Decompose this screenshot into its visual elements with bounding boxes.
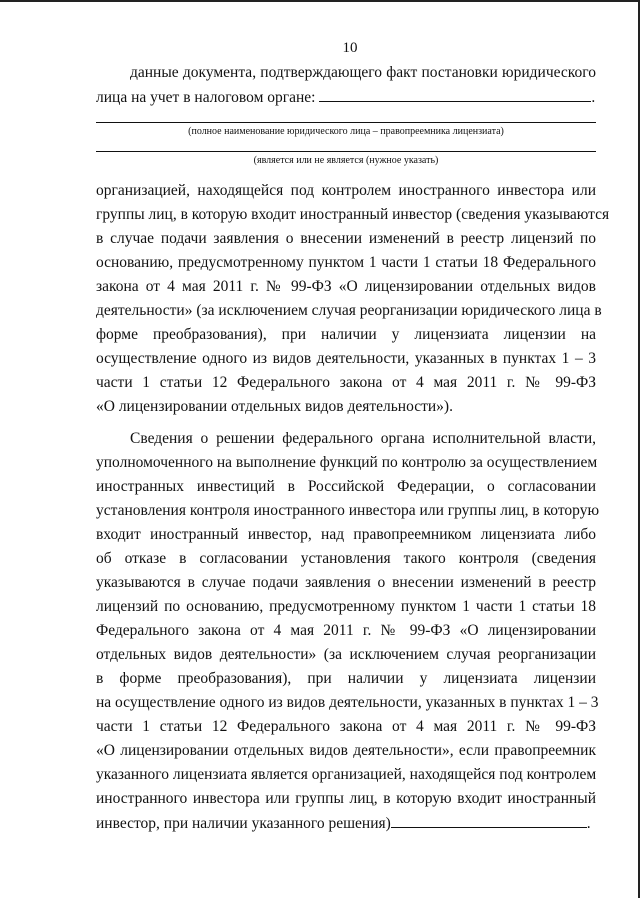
p2-line: «О лицензировании отдельных видов деятельности», если правопреемник xyxy=(96,742,596,759)
p2-line: отдельных видов деятельности» (за исключением случая реорганизации xyxy=(96,646,596,663)
p2-line: лицензий по основанию, предусмотренному пунктом 1 части 1 статьи 18 xyxy=(96,598,596,615)
p2-final-end: . xyxy=(586,815,591,832)
intro-line-2 xyxy=(96,87,596,108)
p2-line: иностранного инвестора или группы лиц, в которую входит иностранный xyxy=(96,790,596,807)
p2-line: входит иностранный инвестор, над правопреемником лицензиата либо xyxy=(96,526,596,543)
p2-final-text: инвестор, при наличии указанного решения) xyxy=(96,815,391,832)
intro-line-2-text: лица на учет в налоговом органе: xyxy=(96,89,316,106)
successor-name-caption: (полное наименование юридического лица – правопреемника лицензиата) xyxy=(188,126,504,137)
p1-line: «О лицензировании отдельных видов деятельности»). xyxy=(96,398,453,415)
p1-line: деятельности» (за исключением случая реорганизации юридического лица в xyxy=(96,302,602,319)
p2-line: указываются в случае подачи заявления о внесении изменений в реестр xyxy=(96,574,596,591)
p1-line: группы лиц, в которую входит иностранный инвестор (сведения указываются xyxy=(96,206,610,223)
p1-line: в случае подачи заявления о внесении изменений в реестр лицензий по xyxy=(96,230,596,247)
p2-final-line xyxy=(96,813,596,834)
p1-line: организацией, находящейся под контролем иностранного инвестора или xyxy=(96,182,596,199)
p2-line: Федерального закона от 4 мая 2011 г. № 99-ФЗ «О лицензировании xyxy=(96,622,596,639)
p2-line: в форме преобразования), при наличии у лицензиата лицензии xyxy=(96,670,596,687)
is-or-not-blank xyxy=(96,151,596,152)
p2-line: об отказе в согласовании установления такого контроля (сведения xyxy=(96,550,596,567)
p2-line: части 1 статьи 12 Федерального закона от 4 мая 2011 г. № 99-ФЗ xyxy=(96,718,596,735)
intro-line-2-end: . xyxy=(591,89,596,106)
p2-line: установления контроля иностранного инвестора или группы лиц, в которую xyxy=(96,502,600,519)
p2-line: Сведения о решении федерального органа исполнительной власти, xyxy=(130,430,596,447)
decision-blank xyxy=(391,813,587,828)
p2-line: уполномоченного на выполнение функций по контролю за осуществлением xyxy=(96,454,598,471)
p1-line: закона от 4 мая 2011 г. № 99-ФЗ «О лицензировании отдельных видов xyxy=(96,278,596,295)
scan-edge-top xyxy=(0,0,640,2)
p2-line: указанного лицензиата является организацией, находящейся под контролем xyxy=(96,766,597,783)
tax-registration-blank xyxy=(319,87,591,102)
p1-line: основанию, предусмотренному пунктом 1 части 1 статьи 18 Федерального xyxy=(96,254,596,271)
p1-line: осуществление одного из видов деятельности, указанных в пунктах 1 – 3 xyxy=(96,350,596,367)
p2-line: на осуществление одного из видов деятельности, указанных в пунктах 1 – 3 xyxy=(96,694,599,711)
p1-line: части 1 статьи 12 Федерального закона от 4 мая 2011 г. № 99-ФЗ xyxy=(96,374,596,391)
p2-line: иностранных инвестиций в Российской Федерации, о согласовании xyxy=(96,478,596,495)
is-or-not-caption: (является или не является (нужное указать) xyxy=(253,155,439,166)
successor-name-blank xyxy=(96,122,596,123)
page-number: 10 xyxy=(342,40,358,56)
intro-line-1: данные документа, подтверждающего факт постановки юридического xyxy=(130,64,596,81)
p1-line: форме преобразования), при наличии у лицензиата лицензии на xyxy=(96,326,596,343)
